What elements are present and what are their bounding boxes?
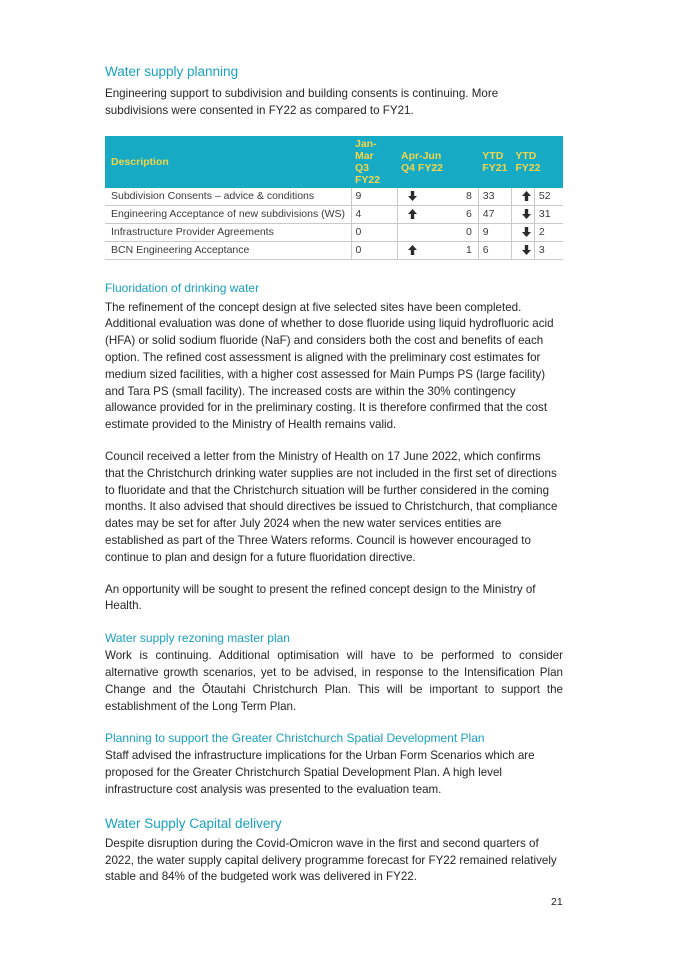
- cell-ytd22-arrow: [511, 223, 534, 241]
- cell-q4-arrow: [397, 223, 420, 241]
- header-ytd22: [511, 136, 563, 188]
- cell-ytd21: 6: [478, 241, 511, 259]
- cell-ytd22-arrow: [511, 205, 534, 223]
- header-q4-line1: Apr-Jun: [401, 149, 442, 162]
- up-arrow-icon: [407, 244, 418, 256]
- header-q3-line2: Q3 FY22: [355, 161, 381, 186]
- cell-q4-arrow: [397, 241, 420, 259]
- header-ytd21-line2: FY21: [482, 161, 508, 174]
- fluoridation-paragraph-3: An opportunity will be sought to present the refined concept design to the Ministry of Health.: [105, 582, 536, 613]
- up-arrow-icon: [407, 208, 418, 220]
- table-row: [105, 241, 563, 259]
- header-ytd22-line1: YTD: [515, 149, 537, 162]
- page-number: 21: [551, 896, 563, 908]
- down-arrow-icon: [407, 190, 418, 202]
- cell-description: Engineering Acceptance of new subdivisions (WS): [105, 205, 351, 223]
- table-header-row: [105, 136, 563, 188]
- header-ytd22-line2: FY22: [515, 161, 541, 174]
- spatial-plan-text: Staff advised the infrastructure implications for the Urban Form Scenarios which are proposed for the Greater Christchurch Spatial Development Plan. A high level infrastructure cost analysis was presented to the evaluation team.: [105, 749, 535, 796]
- section-title-rezoning: Water supply rezoning master plan: [105, 631, 290, 646]
- header-q4-line2: Q4 FY22: [401, 161, 444, 174]
- cell-ytd22-arrow: [511, 241, 534, 259]
- cell-q3: 4: [351, 205, 397, 223]
- section-title-capital-delivery: Water Supply Capital delivery: [105, 815, 282, 831]
- cell-q4-arrow: [397, 188, 420, 206]
- cell-description: Subdivision Consents – advice & conditions: [105, 188, 351, 206]
- down-arrow-icon: [521, 226, 532, 238]
- header-ytd21-line1: YTD: [482, 149, 504, 162]
- table-row: [105, 223, 563, 241]
- rezoning-text: Work is continuing. Additional optimisation will have to be performed to consider alternative growth scenarios, yet to be advised, in response to the Intensification Plan Change and the Ōtautahi Christchurch Plan. This will be important to support the establishment of the Long Term Plan.: [105, 649, 563, 713]
- cell-description: Infrastructure Provider Agreements: [105, 223, 351, 241]
- page-content: [105, 62, 563, 886]
- cell-q3: 9: [351, 188, 397, 206]
- consents-table: [105, 136, 563, 260]
- down-arrow-icon: [521, 208, 532, 220]
- section-title-water-supply-planning: Water supply planning: [105, 64, 239, 79]
- up-arrow-icon: [521, 190, 532, 202]
- cell-q3: 0: [351, 223, 397, 241]
- cell-q3: 0: [351, 241, 397, 259]
- cell-ytd21: 9: [478, 223, 511, 241]
- header-q3-line1: Jan-Mar: [355, 137, 377, 162]
- fluoridation-paragraph-2: Council received a letter from the Ministry of Health on 17 June 2022, which confirms that the Christchurch drinking water supplies are not included in the first set of directions to fluoridate and that the Christchurch situation will be further considered in the coming months. It also advised that should directives be issued to Christchurch, that compliance dates may be set for after July 2024 when the new water services entities are established as part of the Three Waters reforms. Council is however encouraged to continue to plan and design for a future fluoridation directive.: [105, 449, 558, 564]
- section-title-spatial-plan: Planning to support the Greater Christchurch Spatial Development Plan: [105, 731, 485, 746]
- header-q3: [351, 136, 397, 188]
- capital-delivery-text: Despite disruption during the Covid-Omicron wave in the first and second quarters of 2022, the water supply capital delivery programme forecast for FY22 remained relatively stable and 84% of the budgeted work was delivered in FY22.: [105, 836, 557, 884]
- cell-ytd22: 31: [534, 205, 563, 223]
- cell-ytd22-arrow: [511, 188, 534, 206]
- table-row: [105, 188, 563, 206]
- header-q4: [397, 136, 478, 188]
- fluoridation-paragraph-1: The refinement of the concept design at five selected sites have been completed. Additional evaluation was done of whether to dose fluoride using liquid hydrofluoric acid (HFA) or solid sodium fluoride (NaF) and considers both the cost and benefits of each option. The refined cost assessment is aligned with the preliminary cost estimates for medium sized facilities, with a higher cost assessed for Main Pumps PS (large facility) and Tara PS (small facility). The increased costs are within the 30% contingency allowance provided for in the preliminary costing. It is therefore confirmed that the cost estimate provided to the Ministry of Health remains valid.: [105, 300, 554, 432]
- cell-q4: 0: [420, 223, 479, 241]
- water-supply-planning-text: Engineering support to subdivision and building consents is continuing. More subdivisions were consented in FY22 as compared to FY21.: [105, 87, 499, 117]
- cell-ytd21: 47: [478, 205, 511, 223]
- section-title-fluoridation: Fluoridation of drinking water: [105, 280, 260, 295]
- cell-q4: 8: [420, 188, 479, 206]
- cell-ytd22: 52: [534, 188, 563, 206]
- header-ytd21: [478, 136, 511, 188]
- down-arrow-icon: [521, 244, 532, 256]
- cell-q4-arrow: [397, 205, 420, 223]
- cell-q4: 1: [420, 241, 479, 259]
- table-row: [105, 205, 563, 223]
- header-description: Description: [105, 136, 351, 188]
- cell-description: BCN Engineering Acceptance: [105, 241, 351, 259]
- cell-ytd21: 33: [478, 188, 511, 206]
- cell-ytd22: 2: [534, 223, 563, 241]
- cell-ytd22: 3: [534, 241, 563, 259]
- cell-q4: 6: [420, 205, 479, 223]
